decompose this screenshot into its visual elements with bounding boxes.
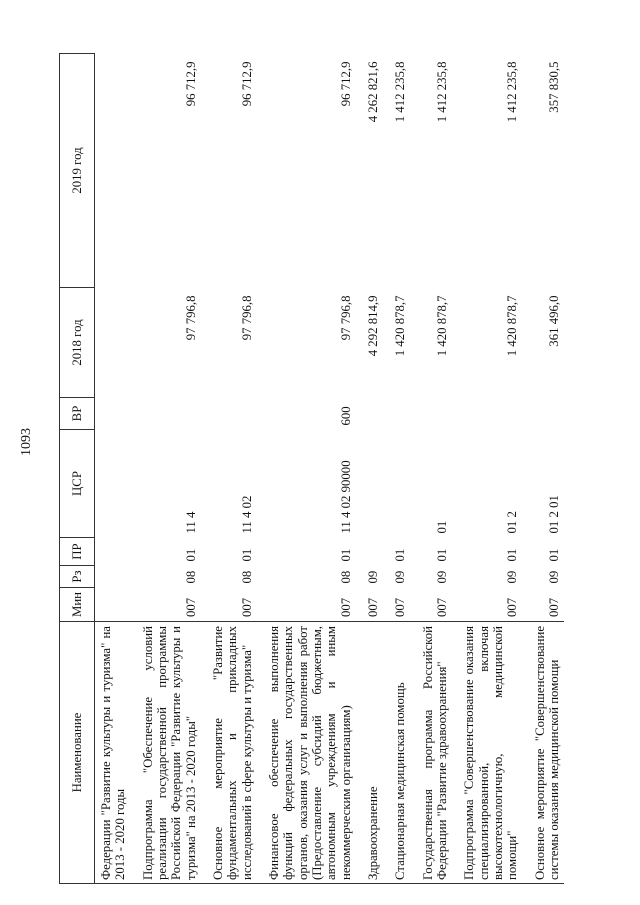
- header-vr: ВР: [60, 398, 95, 430]
- row-2018: 1 420 878,7: [505, 295, 520, 357]
- row-rz: 08: [338, 570, 353, 584]
- row-vr: [207, 398, 257, 430]
- header-csr: ЦСР: [60, 430, 95, 538]
- table-header-row: [60, 54, 95, 884]
- row-2019: 96 712,9: [183, 61, 198, 107]
- row-rz: [95, 566, 131, 588]
- row-2019: 1 412 235,8: [434, 61, 449, 123]
- row-pr: 01: [338, 548, 353, 562]
- row-csr: 01 2: [505, 511, 520, 534]
- row-vr: 600: [338, 406, 353, 426]
- row-name: Стационарная медицинская помощь: [389, 622, 410, 884]
- table-row: [207, 54, 257, 884]
- row-pr: 01: [546, 548, 561, 562]
- row-2018: 361 496,0: [546, 295, 561, 347]
- row-pr: 01: [239, 548, 254, 562]
- row-2019: [95, 54, 131, 288]
- row-rz: 09: [546, 570, 561, 584]
- table-row: [137, 54, 201, 884]
- header-pr: ПР: [60, 538, 95, 566]
- row-2019: 1 412 235,8: [505, 61, 520, 123]
- header-rz: Рз: [60, 566, 95, 588]
- row-2019: 96 712,9: [338, 61, 353, 107]
- table-row: [529, 54, 565, 884]
- budget-table-page: [59, 54, 607, 884]
- row-min: 007: [393, 597, 408, 617]
- row-2019: 4 262 821,6: [365, 61, 380, 123]
- row-min: 007: [546, 597, 561, 617]
- row-csr: 11 4 02 90000: [338, 460, 353, 534]
- row-2019: 96 712,9: [239, 61, 254, 107]
- row-2018: 97 796,8: [338, 295, 353, 341]
- row-csr: 11 4 02: [239, 495, 254, 534]
- row-min: 007: [183, 597, 198, 617]
- row-2019: 1 412 235,8: [393, 61, 408, 123]
- header-2019: 2019 год: [60, 54, 95, 288]
- table-row: [362, 54, 383, 884]
- row-csr: 01 2 01: [546, 495, 561, 534]
- table-row: [389, 54, 410, 884]
- page-number: 1093: [19, 428, 34, 456]
- header-2018: 2018 год: [60, 288, 95, 398]
- header-min: Мин: [60, 588, 95, 622]
- table-row: [95, 54, 131, 884]
- row-2018: [95, 288, 131, 398]
- row-vr: [95, 398, 131, 430]
- row-min: 007: [505, 597, 520, 617]
- row-2018: 4 292 814,9: [365, 295, 380, 357]
- row-vr: [458, 398, 522, 430]
- row-pr: 01: [434, 548, 449, 562]
- row-rz: 09: [365, 570, 380, 584]
- table-row: [263, 54, 356, 884]
- row-name: Подпрограмма "Обеспечение условий реализации государственной программы Российской Федерации "Развитие культуры и туризма" на 2013 - 2020 годы": [137, 622, 201, 884]
- row-csr: [389, 430, 410, 538]
- row-vr: [529, 398, 565, 430]
- row-min: 007: [365, 597, 380, 617]
- budget-table: [59, 53, 564, 884]
- row-rz: 09: [393, 570, 408, 584]
- row-csr: 01: [434, 520, 449, 534]
- row-2018: 97 796,8: [239, 295, 254, 341]
- row-name: Финансовое обеспечение выполнения функций федеральных государственных органов, оказания услуг и выполнения работ (Предоставление субсидий бюджетным, автономным учреждениям и иным некоммерческим организациям): [263, 622, 356, 884]
- row-min: 007: [338, 597, 353, 617]
- row-name: Здравоохранение: [362, 622, 383, 884]
- row-name: Федерации "Развитие культуры и туризма" на 2013 - 2020 годы: [95, 622, 131, 884]
- row-pr: 01: [393, 548, 408, 562]
- row-min: [95, 588, 131, 622]
- table-row: [458, 54, 522, 884]
- row-pr: [362, 538, 383, 566]
- row-min: 007: [239, 597, 254, 617]
- row-name: Государственная программа Российской Федерации "Развитие здравоохранения": [417, 622, 453, 884]
- row-pr: [95, 538, 131, 566]
- row-vr: [362, 398, 383, 430]
- row-2018: 97 796,8: [183, 295, 198, 341]
- row-rz: 08: [239, 570, 254, 584]
- row-pr: 01: [505, 548, 520, 562]
- row-rz: 08: [183, 570, 198, 584]
- row-csr: [95, 430, 131, 538]
- row-csr: [362, 430, 383, 538]
- row-vr: [389, 398, 410, 430]
- row-min: 007: [434, 597, 449, 617]
- row-name: Подпрограмма "Совершенствование оказания специализированной, включая высокотехнологичную, медицинской помощи": [458, 622, 522, 884]
- row-vr: [417, 398, 453, 430]
- table-row: [417, 54, 453, 884]
- row-rz: 09: [505, 570, 520, 584]
- row-2018: 1 420 878,7: [434, 295, 449, 357]
- row-2018: 1 420 878,7: [393, 295, 408, 357]
- row-rz: 09: [434, 570, 449, 584]
- row-name: Основное мероприятие "Развитие фундаментальных и прикладных исследований в сфере культуры и туризма": [207, 622, 257, 884]
- row-2019: 357 830,5: [546, 61, 561, 113]
- header-name: Наименование: [60, 622, 95, 884]
- row-name: Основное мероприятие "Совершенствование системы оказания медицинской помощи: [529, 622, 565, 884]
- row-pr: 01: [183, 548, 198, 562]
- row-vr: [137, 398, 201, 430]
- row-csr: 11 4: [183, 511, 198, 534]
